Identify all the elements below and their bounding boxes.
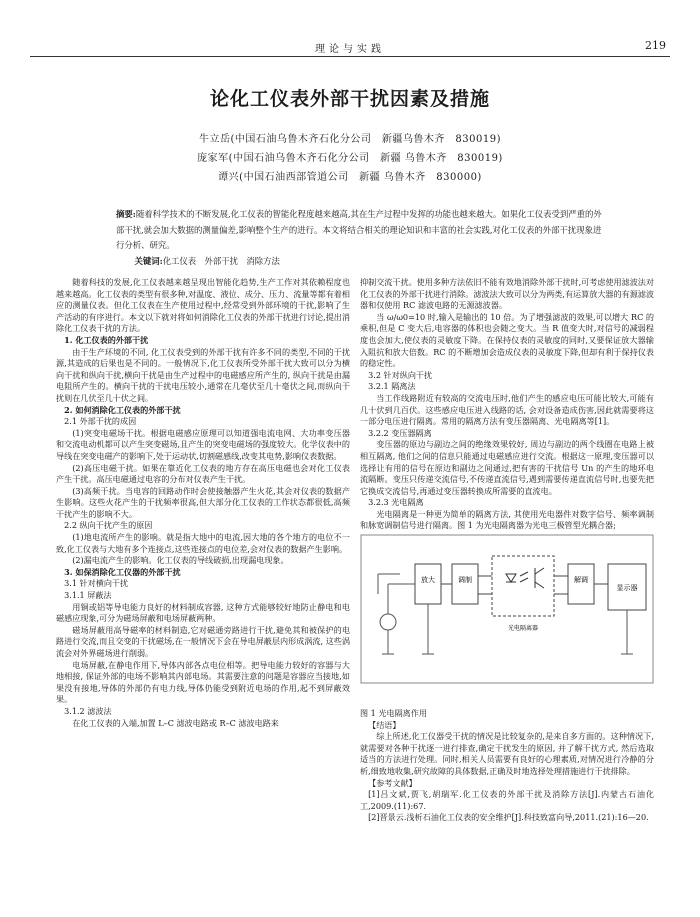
keywords-text: 化工仪表 外部干扰 消除方法 — [162, 255, 280, 266]
paragraph: (3)高频干扰。当电容的回路动作时会使接触器产生火花,其会对仪表的数据产生影响。这些火花产生的干扰频率很高,但大部分化工仪表的工作状态都很低,高频干扰产生的影响不大。 — [56, 485, 350, 519]
paragraph: 电场屏蔽,在静电作用下,导体内部各点电位相等。把导电能力较好的容器与大地相接, 保证外部的电场不影响其内部电场。其需要注意的问题是容器应当接地,如果没有接地,导体的外部仍有电力线,导体仍能受到附近电场的作用,起不到屏蔽效果。 — [56, 659, 350, 705]
author-block — [0, 130, 700, 187]
paragraph: 综上所述,化工仪器受干扰的情况是比较复杂的,是来自多方面的。这种情况下,就需要对各种干扰逐一进行排查,确定干扰发生的原因, 并了解干扰方式, 然后选取适当的方法进行处理。同时,相关人员需要有良好的心理素质,对情况进行冷静的分析,细致地收集,研究故障的具体数据,正确及时地选择处理措施进行干扰排除。 — [360, 731, 654, 777]
paragraph: (2)高压电磁干扰。如果在靠近化工仪表的地方存在高压电磁也会对化工仪表产生干扰。高压电磁通过电容的分布对仪表产生干扰。 — [56, 462, 350, 485]
paragraph: (1)突变电磁场干扰。根据电磁感应原理可以知道强电流电网、大功率变压器和交流电动机都可以产生突变磁场,且产生的突变电磁场的强度较大。化学仪表中的导线在突变电磁产的影响下,处于运动状,切割磁感线,改变其电势,影响仪表数据。 — [56, 427, 350, 461]
keywords-label: 关键词: — [134, 255, 163, 266]
subsection-heading: 【参考文献】 — [368, 777, 417, 788]
keywords — [116, 254, 604, 270]
abstract-body — [116, 207, 604, 254]
right-column — [360, 277, 654, 824]
paragraph: (2)漏电流产生的影响。化工仪表的导线破损,出现漏电现象。 — [72, 555, 289, 566]
journal-section: 理论与实践 — [315, 44, 385, 55]
right-column-top — [360, 277, 654, 532]
subsection-heading: 3.2.2 变压器隔离 — [368, 427, 432, 438]
section-heading: 3. 如保消除化工仪器的外部干扰 — [64, 566, 181, 577]
reference-item: [1]吕文斌,贾飞,胡瑞军.化工仪表的外部干扰及消除方法[J].内蒙古石油化工,2009.(11):67. — [360, 789, 654, 811]
subsection-heading: 3.2.1 隔离法 — [368, 381, 416, 392]
paragraph: 在化工仪表的入端,加置 L–C 滤波电路或 R–C 滤波电路来 — [72, 717, 279, 728]
author-line: 庞家军(中国石油乌鲁木齐石化分公司 新疆 乌鲁木齐 830019) — [197, 153, 503, 164]
right-column-bottom — [360, 720, 654, 824]
paragraph: 由于生产环境的不同, 化工仪表受到的外部干扰有许多不同的类型,不同的干扰源,其造成的后果也是不同的。一般情况下,化工仪表所受外部干扰大致可以分为横向干扰和纵向干扰,横向干扰是由生产过程中的电磁感应所产生的, 纵向干扰是由漏电阻所产生的。横向干扰的干扰电压较小,通常在几毫伏至几十毫伏之间,而纵向干扰则在几伏至几十伏之间。 — [56, 346, 350, 403]
subsection-heading: 3.1.2 滤波法 — [64, 705, 112, 716]
abstract-label: 摘要: — [116, 209, 136, 219]
subsection-heading: 3.2.3 光电隔离 — [368, 497, 424, 508]
abstract-text: 随着科学技术的不断发展,化工仪表的智能化程度越来越高,其在生产过程中发挥的功能也越来越大。如果化工仪表受到严重的外部干扰,就会加大数据的测量偏差,影响整个生产的进行。本文将结合相关的理论知识和丰富的社会实践,对化工仪表的外部干扰现象进行分析、研究。 — [116, 209, 602, 250]
display-label: 显示器 — [616, 584, 638, 593]
page-number: 219 — [645, 39, 666, 52]
opto-isolation-diagram — [360, 534, 654, 704]
left-column — [56, 277, 350, 729]
paragraph: 随着科技的发展,化工仪表越来越呈现出智能化趋势,生产工作对其依赖程度也越来越高。化工仪表的类型有很多种,对温度、液位、成分、压力、流量等都有着相应的测量仪表。但化工仪表在生产使用过程中,经常受到外部环境的干扰,影响了生产活动的有序进行。本文以下就对将如何消除化工仪表的外部干扰进行讨论,提出消除化工仪表干扰的方法。 — [56, 277, 350, 334]
paragraph: 变压器的原边与副边之间的绝缘效果较好, 周边与副边的两个线圈在电路上被相互隔离, 他们之间的信息只能通过电磁感应进行交流。根据这一原理,变压器可以选择让有用的信号在原边和副边之间通过,把有害的干扰信号 Un 的产生的地环电流隔断。变压只传递交流信号,不传递直流信号,遇到需要传递直流信号时,也要先把它换成交流信号,再通过变压器转换成所需要的直流电。 — [360, 439, 654, 496]
subsection-heading: 【结语】 — [368, 719, 401, 730]
figure-1 — [360, 534, 654, 704]
opto-label: 光电隔离器 — [507, 625, 539, 633]
paragraph: 抑制交流干扰。使用多种方法依旧不能有效地消除外部干扰时,可考虑使用滤波法对化工仪表的外部干扰进行消除。滤波法大致可以分为两类,有运算放大器的有源滤波器和仅使用 RC 滤波电路的无源滤波器。 — [360, 277, 654, 311]
paragraph: 当 ω/ω0=10 时,输入是输出的 10 倍。为了增强滤波的效果,可以增大 RC 的乘积,但是 C 变大后,电容器的体积也会随之变大。当 R 值变大时,对信号的减弱程度也会加大,使仪表的灵敏度下降。在保持仪表的灵敏度的同时,又要保证放大器输入阻抗和放大倍数。RC 的不断增加会造成仪表的灵敏度下降,但却有利于保持仪表的稳定性。 — [360, 311, 654, 369]
author-line: 谭兴(中国石油西部管道公司 新疆 乌鲁木齐 830000) — [218, 172, 482, 183]
paragraph: 用铜或铝等导电能力良好的材料制成容器, 这种方式能够较好地防止静电和电磁感应现象,可分为磁场屏蔽和电场屏蔽两种。 — [56, 601, 350, 624]
paragraph: 当工作线路附近有较高的交流电压时,他们产生的感应电压可能比较大,可能有几十伏到几百伏。这些感应电压进入线路的话, 会对设备造成伤害,因此就需要将这一部分电压进行隔离。常用的隔离方法有变压器隔离、光电隔离等[1]。 — [360, 392, 654, 427]
paragraph: 磁场屏蔽用高导磁率的材料制造,它对磁通旁路进行干扰,避免其和被保护的电路进行交流,而且交变的干扰磁场,在一般情况下会在导电屏蔽层内形成涡流, 这些涡流会对外界磁场进行削弱。 — [56, 624, 350, 658]
amp-label: 放大 — [421, 576, 435, 585]
paragraph: (1)地电流所产生的影响。就是指大地中的电流,因大地的各个地方的电位不一致,化工仪表与大地有多个连接点,这些连接点的电位差,会对仪表的数据产生影响。 — [56, 532, 350, 554]
subsection-heading: 2.1 外部干扰的成因 — [64, 416, 137, 427]
demod-block — [568, 564, 594, 604]
figure-caption: 图 1 光电隔离作用 — [360, 708, 427, 719]
amp-block — [415, 564, 441, 604]
section-heading: 1. 化工仪表的外部干扰 — [64, 334, 149, 345]
reference-item: [2]晋景云.浅析石油化工仪表的安全维护[J].科技致富向导,2011.(21):16—20. — [368, 812, 649, 823]
subsection-heading: 3.1 针对横向干扰 — [64, 578, 129, 589]
article-title: 论化工仪表外部干扰因素及措施 — [209, 88, 490, 110]
demod-label: 解调 — [574, 576, 588, 585]
subsection-heading: 3.1.1 屏蔽法 — [64, 590, 112, 601]
subsection-heading: 3.2 针对纵向干扰 — [368, 369, 433, 380]
paragraph: 光电隔离是一种更为简单的隔离方法, 其使用光电器件对数字信号、频率调制和脉宽调制信号进行隔离。图 1 为光电隔离器为光电三极管型光耦合器; — [360, 508, 654, 531]
mod-block — [452, 564, 478, 604]
running-header — [30, 38, 670, 57]
section-heading: 2. 如何消除化工仪表的外部干扰 — [64, 404, 181, 415]
abstract — [116, 207, 604, 269]
mod-label: 调制 — [458, 576, 472, 585]
author-line: 牛立岳(中国石油乌鲁木齐石化分公司 新疆乌鲁木齐 830019) — [199, 134, 501, 145]
subsection-heading: 2.2 纵向干扰产生的原因 — [64, 520, 153, 531]
